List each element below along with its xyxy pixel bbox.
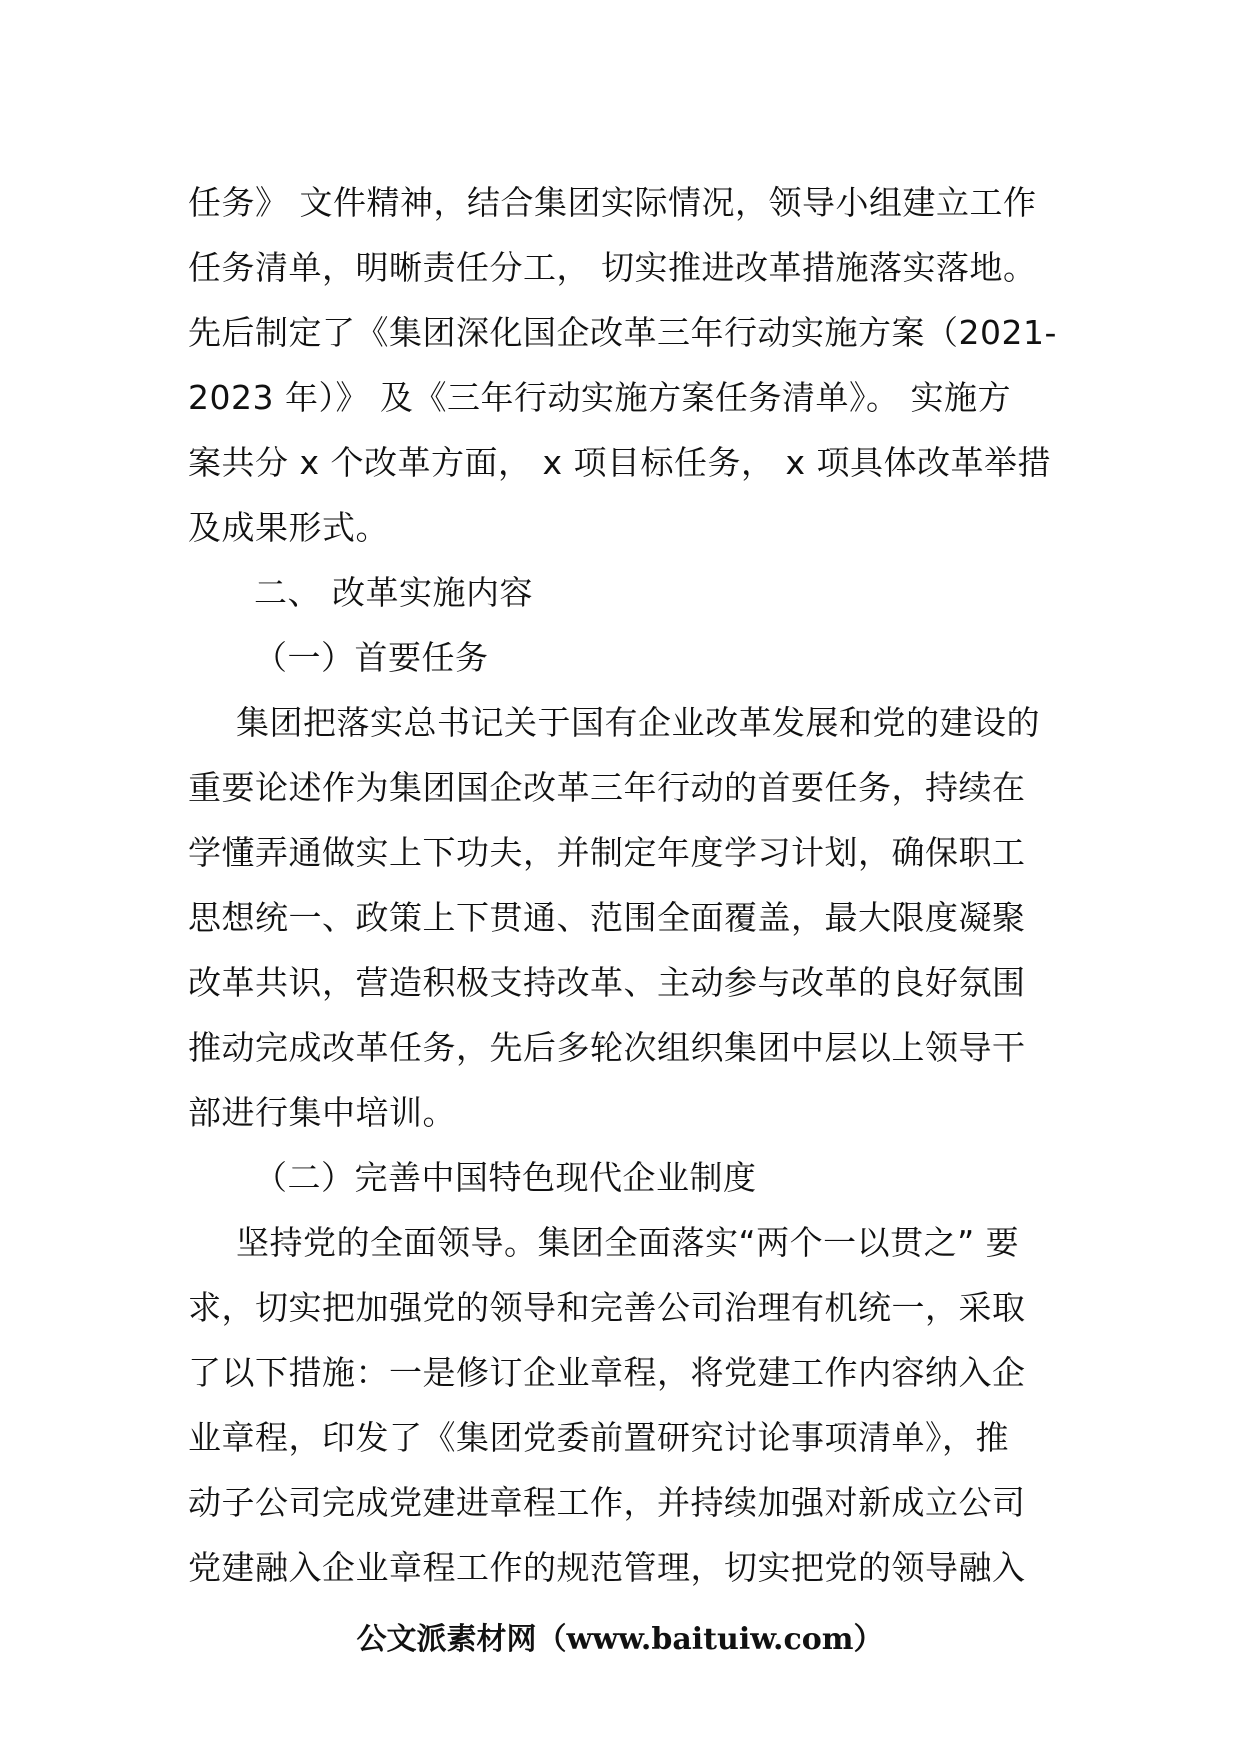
section-heading xyxy=(188,560,1058,625)
text-line: 推动完成改革任务，先后多轮次组织集团中层以上领导干 xyxy=(188,1028,1026,1067)
text-line: 重要论述作为集团国企改革三年行动的首要任务，持续在 xyxy=(188,768,1026,807)
text-line: 求，切实把加强党的领导和完善公司治理有机统一，采取 xyxy=(188,1288,1026,1327)
text-line: 部进行集中培训。 xyxy=(188,1093,456,1132)
subheading-text: （二）完善中国特色现代企业制度 xyxy=(254,1158,757,1197)
text-line: 思想统一、政策上下贯通、范围全面覆盖，最大限度凝聚 xyxy=(188,898,1026,937)
text-line: 动子公司完成党建进章程工作，并持续加强对新成立公司 xyxy=(188,1483,1026,1522)
text-line: 党建融入企业章程工作的规范管理，切实把党的领导融入 xyxy=(188,1548,1026,1587)
text-line: 任务清单，明晰责任分工， 切实推进改革措施落实落地。 xyxy=(188,248,1037,287)
text-line: 了以下措施：一是修订企业章程，将党建工作内容纳入企 xyxy=(188,1353,1026,1392)
document-body xyxy=(188,170,1058,1600)
text-line: 业章程，印发了《集团党委前置研究讨论事项清单》，推 xyxy=(188,1418,1009,1457)
subheading-primary-task xyxy=(188,625,1058,690)
text-line: 先后制定了《集团深化国企改革三年行动实施方案（2021- xyxy=(188,313,1057,352)
text-line: 案共分 x 个改革方面， x 项目标任务， x 项具体改革举措 xyxy=(188,443,1052,482)
subheading-text: （一）首要任务 xyxy=(254,638,489,677)
text-line: 学懂弄通做实上下功夫，并制定年度学习计划，确保职工 xyxy=(188,833,1026,872)
text-line: 任务》 文件精神，结合集团实际情况，领导小组建立工作 xyxy=(188,183,1037,222)
paragraph-primary-task xyxy=(188,690,1058,1145)
paragraph-party-leadership xyxy=(188,1210,1058,1600)
text-line: 集团把落实总书记关于国有企业改革发展和党的建设的 xyxy=(236,703,1040,742)
paragraph-intro xyxy=(188,170,1058,560)
footer-watermark-text: 公文派素材网（www.baituiw.com） xyxy=(356,1622,884,1657)
text-line: 改革共识，营造积极支持改革、主动参与改革的良好氛围 xyxy=(188,963,1026,1002)
heading-text: 二、 改革实施内容 xyxy=(254,573,533,612)
subheading-enterprise-system xyxy=(188,1145,1058,1210)
text-line: 2023 年）》 及《三年行动实施方案任务清单》。 实施方 xyxy=(188,378,1011,417)
text-line: 及成果形式。 xyxy=(188,508,389,547)
text-line: 坚持党的全面领导。集团全面落实“两个一以贯之” 要 xyxy=(236,1223,1020,1262)
